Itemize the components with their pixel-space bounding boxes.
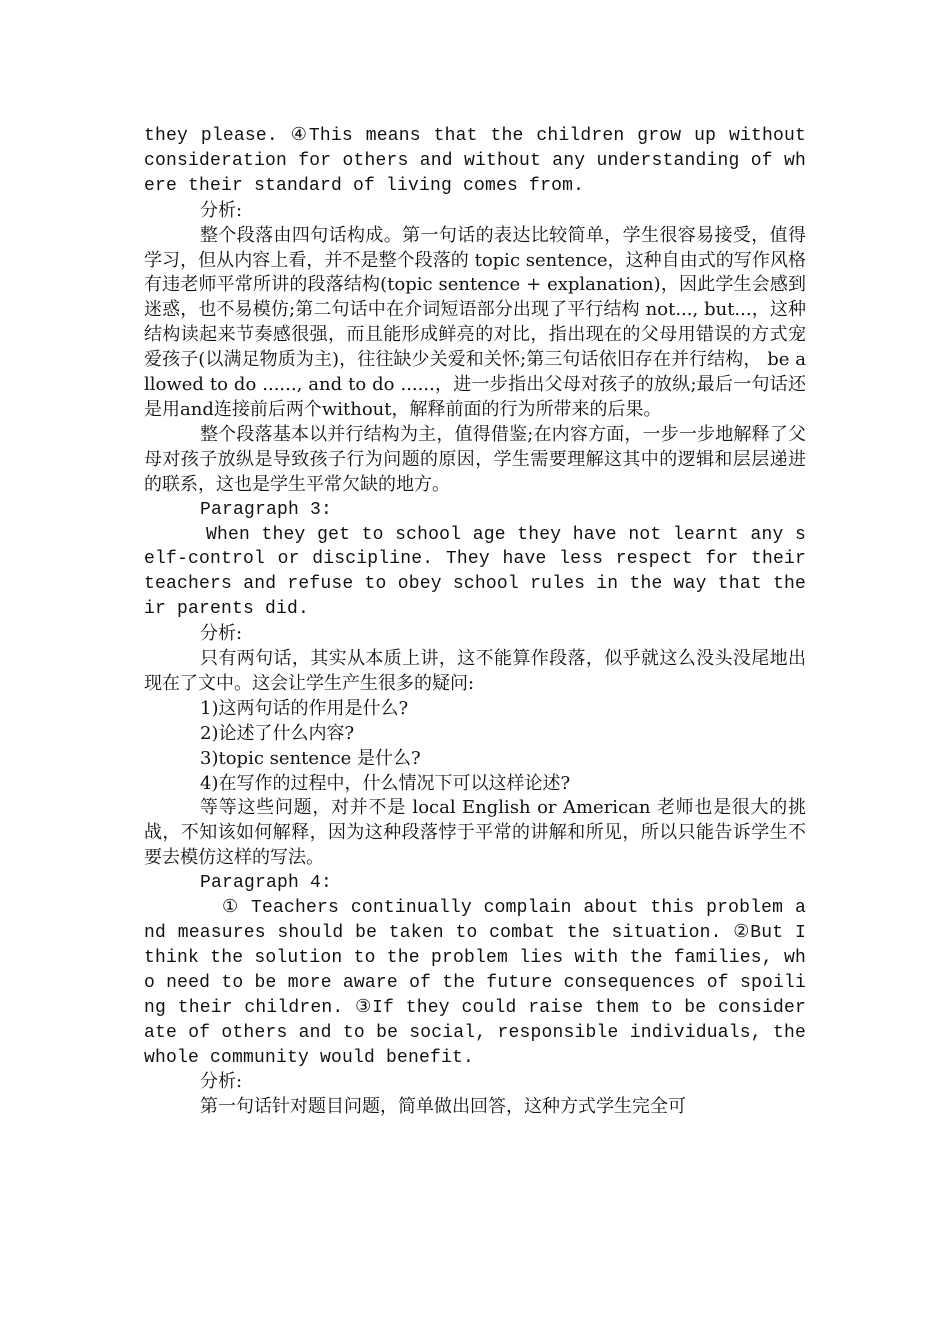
paragraph-2-continued: they please. ④This means that the children grow up without consideration for others and without any understanding of where their standard of living comes from. xyxy=(144,126,806,196)
document-page xyxy=(144,124,806,1120)
paragraph-label: Paragraph 3: xyxy=(200,499,333,520)
paragraph-label: Paragraph 4: xyxy=(200,873,333,894)
analysis-label: 分析: xyxy=(200,1071,243,1093)
analysis-label: 分析: xyxy=(200,623,243,645)
analysis-text: 等等这些问题，对并不是 local English or American 老师也是很大的挑战，不知该如何解释，因为这种段落悖于平常的讲解和所见，所以只能告诉学生不要去模仿这样的写法。 xyxy=(144,797,806,869)
question-item: 2)论述了什么内容? xyxy=(200,722,355,744)
analysis-text: 整个段落基本以并行结构为主，值得借鉴;在内容方面，一步一步地解释了父母对孩子放纵是导致孩子行为问题的原因，学生需要理解这其中的逻辑和层层递进的联系，这也是学生平常欠缺的地方。 xyxy=(144,423,806,495)
analysis-text: 整个段落由四句话构成。第一句话的表达比较简单，学生很容易接受，值得学习，但从内容上看，并不是整个段落的 topic sentence，这种自由式的写作风格有违老师平常所讲的段落结构(topic sentence + explanation)，因此学生会感到迷惑，也不易模仿;第二句话中在介词短语部分出现了平行结构 not..., but...，这种结构读起来节奏感很强，而且能形成鲜亮的对比，指出现在的父母用错误的方式宠爱孩子(以满足物质为主)，往往缺少关爱和关怀;第三句话依旧存在并行结构， be allowed to do ......, and to do ......，进一步指出父母对孩子的放纵;最后一句话还是用and连接前后两个without，解释前面的行为所带来的后果。 xyxy=(144,224,806,420)
paragraph-4-text: ① Teachers continually complain about this problem and measures should be taken to combat the situation. ②But I think the solution to the problem lies with the families, who need to be more aware of the future consequences of spoiling their children. ③If they could raise them to be considerate of others and to be social, responsible individuals, the whole community would benefit. xyxy=(144,898,806,1068)
paragraph-3-text: When they get to school age they have not learnt any self-control or discipline. They have less respect for their teachers and refuse to obey school rules in the way that their parents did. xyxy=(144,524,806,620)
analysis-text: 只有两句话，其实从本质上讲，这不能算作段落，似乎就这么没头没尾地出现在了文中。这会让学生产生很多的疑问: xyxy=(144,648,806,694)
question-item: 4)在写作的过程中，什么情况下可以这样论述? xyxy=(200,772,571,794)
analysis-label: 分析: xyxy=(200,199,243,221)
question-item: 1)这两句话的作用是什么? xyxy=(200,697,409,719)
analysis-text: 第一句话针对题目问题，简单做出回答，这种方式学生完全可 xyxy=(200,1096,686,1118)
question-item: 3)topic sentence 是什么? xyxy=(200,747,421,769)
